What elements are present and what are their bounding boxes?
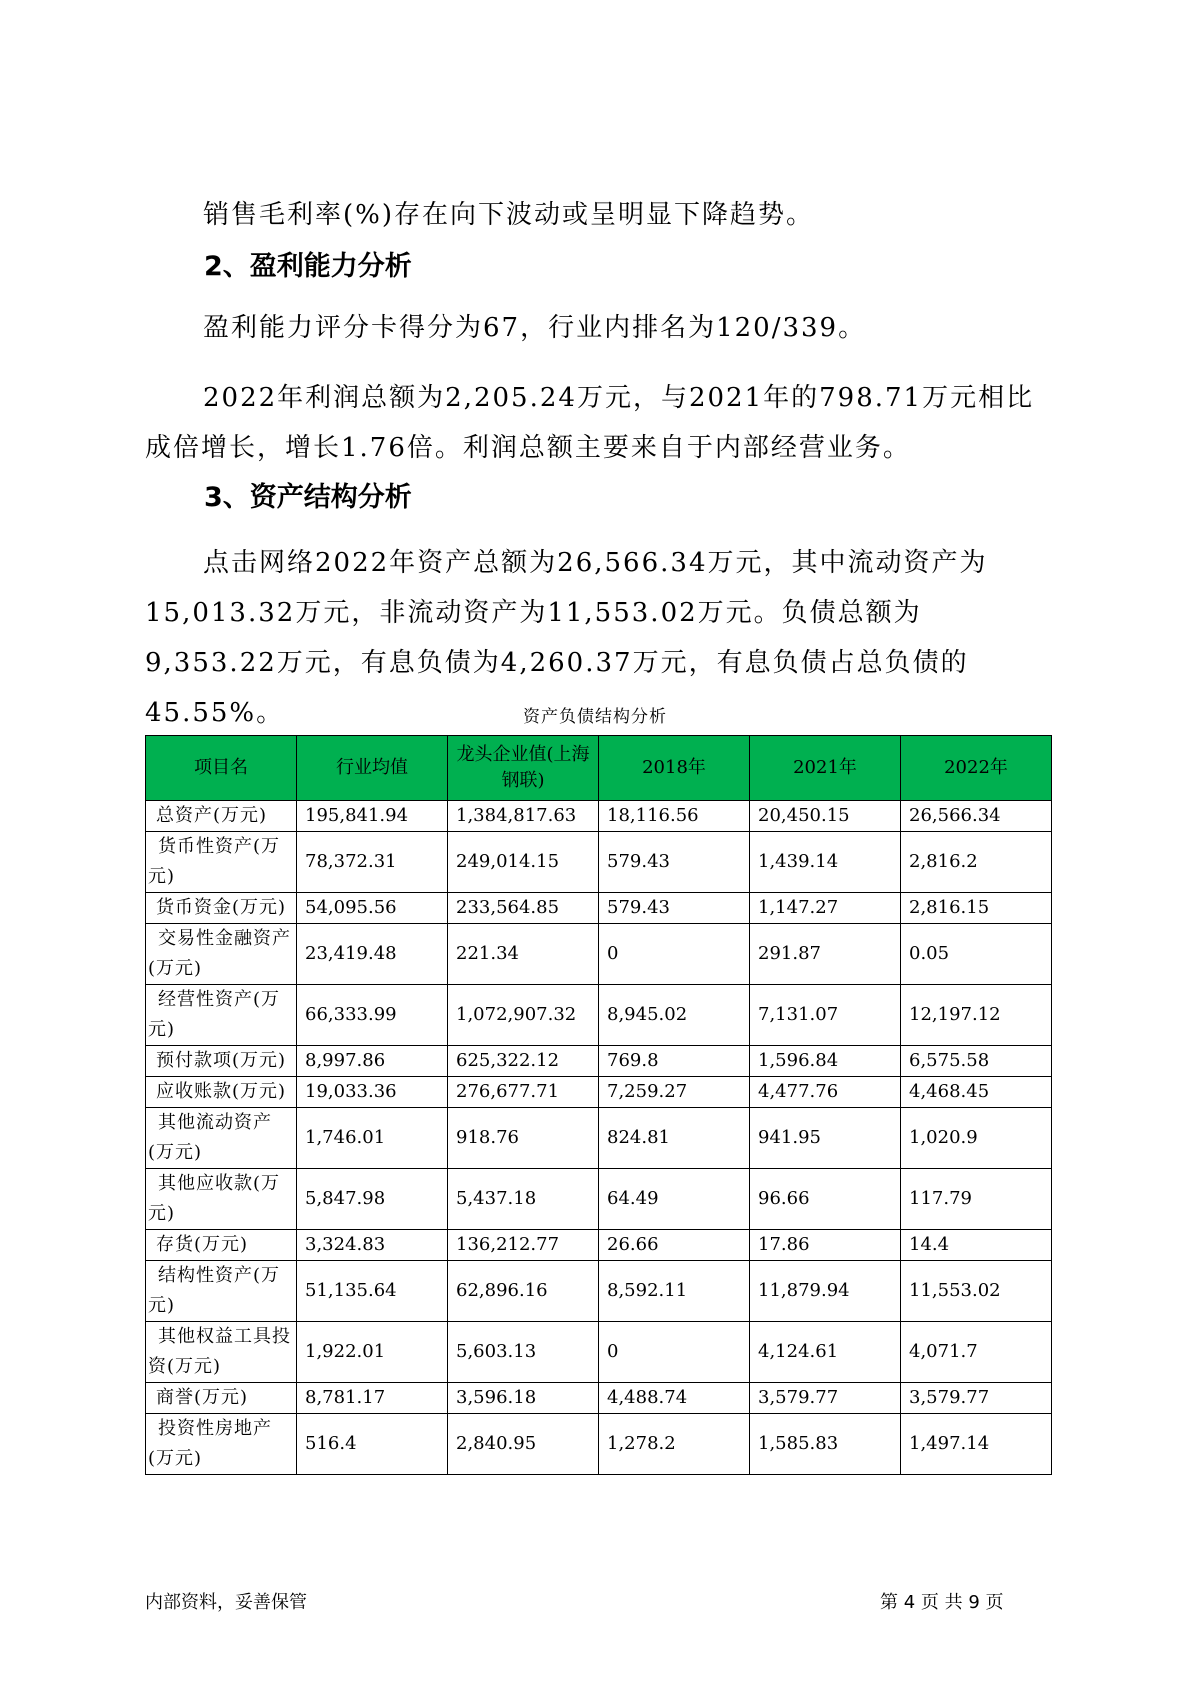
row-label: 投资性房地产(万元): [146, 1414, 297, 1475]
table-row: [146, 924, 1052, 985]
table-row: [146, 1169, 1052, 1230]
table-cell: 1,147.27: [750, 893, 901, 924]
table-cell: 0: [599, 924, 750, 985]
asset-liability-table: [145, 735, 1052, 1475]
table-cell: 51,135.64: [297, 1261, 448, 1322]
row-label: 其他应收款(万元): [146, 1169, 297, 1230]
row-label: 货币性资产(万元): [146, 832, 297, 893]
table-cell: 918.76: [448, 1108, 599, 1169]
table-cell: 20,450.15: [750, 801, 901, 832]
row-label: 货币资金(万元): [146, 893, 297, 924]
table-cell: 26.66: [599, 1230, 750, 1261]
table-cell: 1,384,817.63: [448, 801, 599, 832]
table-cell: 625,322.12: [448, 1046, 599, 1077]
table-cell: 579.43: [599, 893, 750, 924]
table-cell: 117.79: [901, 1169, 1052, 1230]
table-cell: 291.87: [750, 924, 901, 985]
table-cell: 6,575.58: [901, 1046, 1052, 1077]
table-cell: 8,997.86: [297, 1046, 448, 1077]
table-cell: 233,564.85: [448, 893, 599, 924]
table-cell: 3,324.83: [297, 1230, 448, 1261]
table-cell: 19,033.36: [297, 1077, 448, 1108]
table-cell: 1,072,907.32: [448, 985, 599, 1046]
table-cell: 3,579.77: [901, 1383, 1052, 1414]
table-cell: 1,497.14: [901, 1414, 1052, 1475]
table-cell: 1,278.2: [599, 1414, 750, 1475]
table-title: 资产负债结构分析: [523, 707, 667, 727]
table-cell: 195,841.94: [297, 801, 448, 832]
table-cell: 221.34: [448, 924, 599, 985]
table-cell: 941.95: [750, 1108, 901, 1169]
table-row: [146, 893, 1052, 924]
table-cell: 11,553.02: [901, 1261, 1052, 1322]
table-row: [146, 1414, 1052, 1475]
row-label: 其他权益工具投资(万元): [146, 1322, 297, 1383]
table-cell: 2,816.2: [901, 832, 1052, 893]
table-cell: 18,116.56: [599, 801, 750, 832]
table-cell: 66,333.99: [297, 985, 448, 1046]
table-cell: 5,847.98: [297, 1169, 448, 1230]
table-cell: 1,020.9: [901, 1108, 1052, 1169]
table-cell: 2,840.95: [448, 1414, 599, 1475]
table-row: [146, 1108, 1052, 1169]
table-row: [146, 801, 1052, 832]
table-cell: 769.8: [599, 1046, 750, 1077]
row-label: 经营性资产(万元): [146, 985, 297, 1046]
table-row: [146, 1046, 1052, 1077]
column-header: 行业均值: [297, 736, 448, 801]
row-label: 存货(万元): [146, 1230, 297, 1261]
table-cell: 4,071.7: [901, 1322, 1052, 1383]
column-header: 龙头企业值(上海钢联): [448, 736, 599, 801]
table-cell: 579.43: [599, 832, 750, 893]
row-label: 结构性资产(万元): [146, 1261, 297, 1322]
table-cell: 249,014.15: [448, 832, 599, 893]
row-label: 应收账款(万元): [146, 1077, 297, 1108]
heading-profitability: 2、盈利能力分析: [204, 251, 412, 282]
footer-page-number: 第 4 页 共 9 页: [880, 1592, 1004, 1613]
table-cell: 1,439.14: [750, 832, 901, 893]
table-cell: 12,197.12: [901, 985, 1052, 1046]
table-cell: 17.86: [750, 1230, 901, 1261]
table-cell: 64.49: [599, 1169, 750, 1230]
table-header-row: [146, 736, 1052, 801]
table-cell: 78,372.31: [297, 832, 448, 893]
table-cell: 26,566.34: [901, 801, 1052, 832]
row-label: 商誉(万元): [146, 1383, 297, 1414]
table-cell: 1,585.83: [750, 1414, 901, 1475]
paragraph-profit-score: 盈利能力评分卡得分为67，行业内排名为120/339。: [203, 313, 867, 343]
table-row: [146, 1322, 1052, 1383]
table-cell: 4,477.76: [750, 1077, 901, 1108]
row-label: 其他流动资产(万元): [146, 1108, 297, 1169]
table-cell: 516.4: [297, 1414, 448, 1475]
table-cell: 8,781.17: [297, 1383, 448, 1414]
table-cell: 14.4: [901, 1230, 1052, 1261]
paragraph-asset-summary: 点击网络2022年资产总额为26,566.34万元，其中流动资产为15,013.32万元，非流动资产为11,553.02万元。负债总额为9,353.22万元，有息负债为4,260.37万元，有息负债占总负债的45.55%。: [145, 548, 988, 728]
table-cell: 1,596.84: [750, 1046, 901, 1077]
column-header: 2018年: [599, 736, 750, 801]
table-row: [146, 985, 1052, 1046]
footer-confidential-note: 内部资料，妥善保管: [145, 1592, 307, 1613]
table-cell: 5,603.13: [448, 1322, 599, 1383]
column-header: 项目名: [146, 736, 297, 801]
table-cell: 0: [599, 1322, 750, 1383]
table-cell: 276,677.71: [448, 1077, 599, 1108]
table-cell: 62,896.16: [448, 1261, 599, 1322]
table-cell: 1,746.01: [297, 1108, 448, 1169]
table-row: [146, 1077, 1052, 1108]
table-cell: 4,124.61: [750, 1322, 901, 1383]
table-cell: 3,579.77: [750, 1383, 901, 1414]
table-cell: 7,131.07: [750, 985, 901, 1046]
table-cell: 136,212.77: [448, 1230, 599, 1261]
table-cell: 824.81: [599, 1108, 750, 1169]
table-cell: 2,816.15: [901, 893, 1052, 924]
table-cell: 4,488.74: [599, 1383, 750, 1414]
row-label: 预付款项(万元): [146, 1046, 297, 1077]
table-cell: 1,922.01: [297, 1322, 448, 1383]
table-cell: 54,095.56: [297, 893, 448, 924]
table-cell: 7,259.27: [599, 1077, 750, 1108]
table-row: [146, 832, 1052, 893]
table-cell: 5,437.18: [448, 1169, 599, 1230]
column-header: 2021年: [750, 736, 901, 801]
heading-asset-structure: 3、资产结构分析: [204, 482, 412, 513]
table-cell: 3,596.18: [448, 1383, 599, 1414]
table-cell: 8,945.02: [599, 985, 750, 1046]
table-row: [146, 1383, 1052, 1414]
table-cell: 0.05: [901, 924, 1052, 985]
table-cell: 23,419.48: [297, 924, 448, 985]
row-label: 交易性金融资产(万元): [146, 924, 297, 985]
table-row: [146, 1230, 1052, 1261]
paragraph-gross-margin-trend: 销售毛利率(%)存在向下波动或呈明显下降趋势。: [203, 200, 814, 230]
paragraph-profit-total: 2022年利润总额为2,205.24万元，与2021年的798.71万元相比成倍增长，增长1.76倍。利润总额主要来自于内部经营业务。: [145, 383, 1035, 463]
table-row: [146, 1261, 1052, 1322]
table-cell: 4,468.45: [901, 1077, 1052, 1108]
column-header: 2022年: [901, 736, 1052, 801]
table-cell: 11,879.94: [750, 1261, 901, 1322]
table-cell: 8,592.11: [599, 1261, 750, 1322]
table-cell: 96.66: [750, 1169, 901, 1230]
row-label: 总资产(万元): [146, 801, 297, 832]
